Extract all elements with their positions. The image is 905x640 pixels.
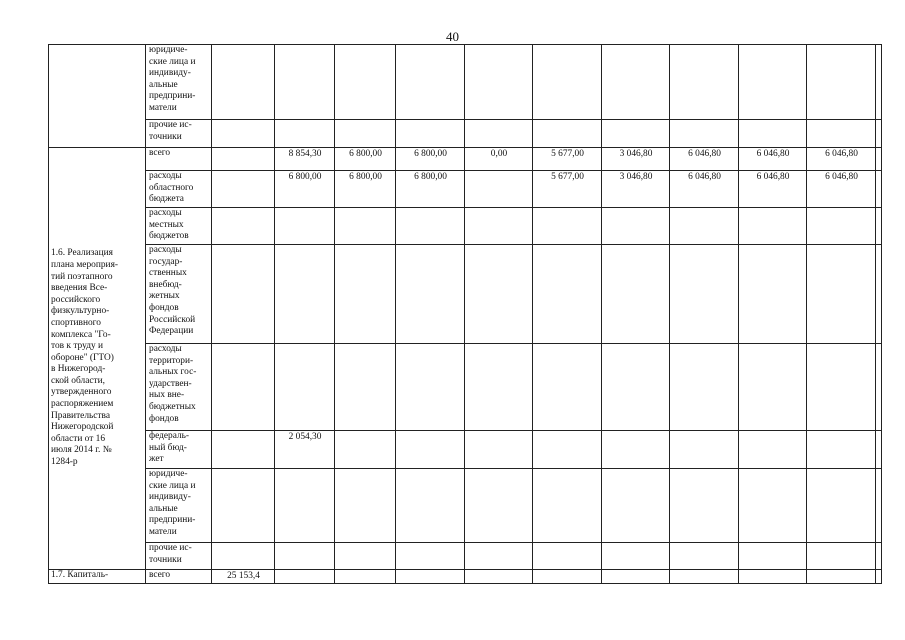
value-cell: 5 677,00	[533, 171, 602, 208]
value-cell: 6 046,80	[807, 148, 876, 171]
value-cell	[533, 45, 602, 120]
value-cell	[275, 344, 335, 431]
value-cell	[335, 431, 396, 469]
row-label-cell: 1.6. Реализация плана мероприя- тий поэтапного введения Все- российского физкультурно- спортивного комплекса "Го- тов к труду и обороне" (ГТО) в Нижегород- ской области, утвержденного распоряжением Правительства Нижегородской области от 16 июля 2014 г. № 1284-р	[49, 148, 146, 570]
value-cell	[670, 45, 739, 120]
value-cell	[335, 543, 396, 570]
value-cell: 6 046,80	[670, 148, 739, 171]
funding-source-cell: прочие ис- точники	[146, 543, 212, 570]
value-cell	[739, 45, 807, 120]
value-cell	[670, 469, 739, 543]
value-cell	[739, 431, 807, 469]
table-row	[49, 148, 882, 171]
value-cell	[465, 344, 533, 431]
table-row	[49, 171, 882, 208]
table-row	[49, 45, 882, 120]
table-row	[49, 469, 882, 543]
funding-source-cell: федераль- ный бюд- жет	[146, 431, 212, 469]
page-number: 40	[446, 29, 459, 44]
value-cell	[465, 431, 533, 469]
value-cell: 6 800,00	[396, 148, 465, 171]
value-cell	[212, 171, 275, 208]
value-cell: 6 046,80	[739, 171, 807, 208]
value-cell	[670, 245, 739, 344]
value-cell	[876, 171, 882, 208]
value-cell	[212, 45, 275, 120]
value-cell	[396, 543, 465, 570]
value-cell	[396, 344, 465, 431]
value-cell	[602, 45, 670, 120]
value-cell: 3 046,80	[602, 148, 670, 171]
value-cell	[602, 344, 670, 431]
value-cell	[807, 120, 876, 148]
value-cell	[465, 570, 533, 584]
funding-source-cell: расходы областного бюджета	[146, 171, 212, 208]
value-cell	[212, 543, 275, 570]
table-row	[49, 120, 882, 148]
value-cell	[807, 344, 876, 431]
value-cell: 3 046,80	[602, 171, 670, 208]
value-cell	[807, 570, 876, 584]
value-cell	[670, 208, 739, 245]
value-cell	[739, 120, 807, 148]
value-cell	[275, 543, 335, 570]
funding-source-cell: юридиче- ские лица и индивиду- альные предприни- матели	[146, 45, 212, 120]
value-cell	[602, 543, 670, 570]
table-row	[49, 570, 882, 584]
value-cell	[602, 120, 670, 148]
value-cell	[602, 208, 670, 245]
value-cell	[876, 469, 882, 543]
table-row	[49, 543, 882, 570]
value-cell: 6 046,80	[670, 171, 739, 208]
value-cell	[465, 171, 533, 208]
value-cell	[396, 120, 465, 148]
value-cell	[670, 543, 739, 570]
value-cell: 6 800,00	[396, 171, 465, 208]
value-cell	[670, 431, 739, 469]
value-cell	[807, 469, 876, 543]
value-cell	[739, 543, 807, 570]
value-cell	[807, 245, 876, 344]
value-cell	[533, 543, 602, 570]
table-row	[49, 208, 882, 245]
value-cell	[212, 120, 275, 148]
funding-source-cell: всего	[146, 148, 212, 171]
value-cell	[670, 570, 739, 584]
value-cell	[396, 570, 465, 584]
value-cell	[807, 431, 876, 469]
value-cell	[396, 45, 465, 120]
funding-source-cell: всего	[146, 570, 212, 584]
value-cell	[335, 208, 396, 245]
value-cell	[807, 45, 876, 120]
value-cell	[876, 120, 882, 148]
value-cell	[212, 344, 275, 431]
value-cell	[602, 431, 670, 469]
value-cell	[212, 148, 275, 171]
table-row	[49, 245, 882, 344]
value-cell: 6 800,00	[275, 171, 335, 208]
value-cell	[807, 543, 876, 570]
value-cell	[465, 120, 533, 148]
value-cell	[739, 208, 807, 245]
value-cell	[465, 208, 533, 245]
row-label-cell	[49, 45, 146, 148]
value-cell	[335, 469, 396, 543]
value-cell	[396, 431, 465, 469]
value-cell	[335, 570, 396, 584]
funding-source-cell: расходы государ- ственных внебюд- жетных фондов Российской Федерации	[146, 245, 212, 344]
value-cell	[533, 344, 602, 431]
funding-source-cell: прочие ис- точники	[146, 120, 212, 148]
value-cell	[739, 344, 807, 431]
value-cell	[876, 148, 882, 171]
value-cell	[602, 245, 670, 344]
value-cell	[533, 431, 602, 469]
value-cell	[876, 245, 882, 344]
value-cell: 5 677,00	[533, 148, 602, 171]
value-cell	[335, 120, 396, 148]
budget-table	[48, 44, 882, 584]
value-cell: 6 800,00	[335, 148, 396, 171]
funding-source-cell: юридиче- ские лица и индивиду- альные предприни- матели	[146, 469, 212, 543]
value-cell	[876, 344, 882, 431]
value-cell	[739, 570, 807, 584]
value-cell	[396, 208, 465, 245]
value-cell	[275, 570, 335, 584]
value-cell	[275, 45, 335, 120]
value-cell	[533, 469, 602, 543]
value-cell	[275, 208, 335, 245]
value-cell	[335, 245, 396, 344]
value-cell: 6 800,00	[335, 171, 396, 208]
value-cell: 6 046,80	[807, 171, 876, 208]
value-cell	[465, 469, 533, 543]
value-cell: 8 854,30	[275, 148, 335, 171]
value-cell	[876, 431, 882, 469]
value-cell	[533, 120, 602, 148]
value-cell	[876, 45, 882, 120]
value-cell	[876, 570, 882, 584]
value-cell	[275, 120, 335, 148]
funding-source-cell: расходы местных бюджетов	[146, 208, 212, 245]
value-cell	[212, 431, 275, 469]
value-cell	[670, 120, 739, 148]
value-cell	[602, 570, 670, 584]
value-cell	[212, 245, 275, 344]
value-cell: 25 153,4	[212, 570, 275, 584]
value-cell	[876, 543, 882, 570]
value-cell	[739, 245, 807, 344]
value-cell	[335, 45, 396, 120]
value-cell	[396, 245, 465, 344]
value-cell: 6 046,80	[739, 148, 807, 171]
value-cell	[212, 469, 275, 543]
value-cell	[275, 245, 335, 344]
row-label-cell: 1.7. Капиталь-	[49, 570, 146, 584]
value-cell	[602, 469, 670, 543]
value-cell	[212, 208, 275, 245]
value-cell: 0,00	[465, 148, 533, 171]
funding-source-cell: расходы территори- альных гос- ударствен- ных вне- бюджетных фондов	[146, 344, 212, 431]
value-cell	[396, 469, 465, 543]
value-cell	[465, 245, 533, 344]
value-cell	[533, 570, 602, 584]
value-cell	[275, 469, 335, 543]
value-cell: 2 054,30	[275, 431, 335, 469]
value-cell	[533, 245, 602, 344]
value-cell	[876, 208, 882, 245]
value-cell	[335, 344, 396, 431]
value-cell	[670, 344, 739, 431]
value-cell	[533, 208, 602, 245]
table-row	[49, 344, 882, 431]
table-row	[49, 431, 882, 469]
value-cell	[465, 45, 533, 120]
value-cell	[739, 469, 807, 543]
value-cell	[807, 208, 876, 245]
value-cell	[465, 543, 533, 570]
